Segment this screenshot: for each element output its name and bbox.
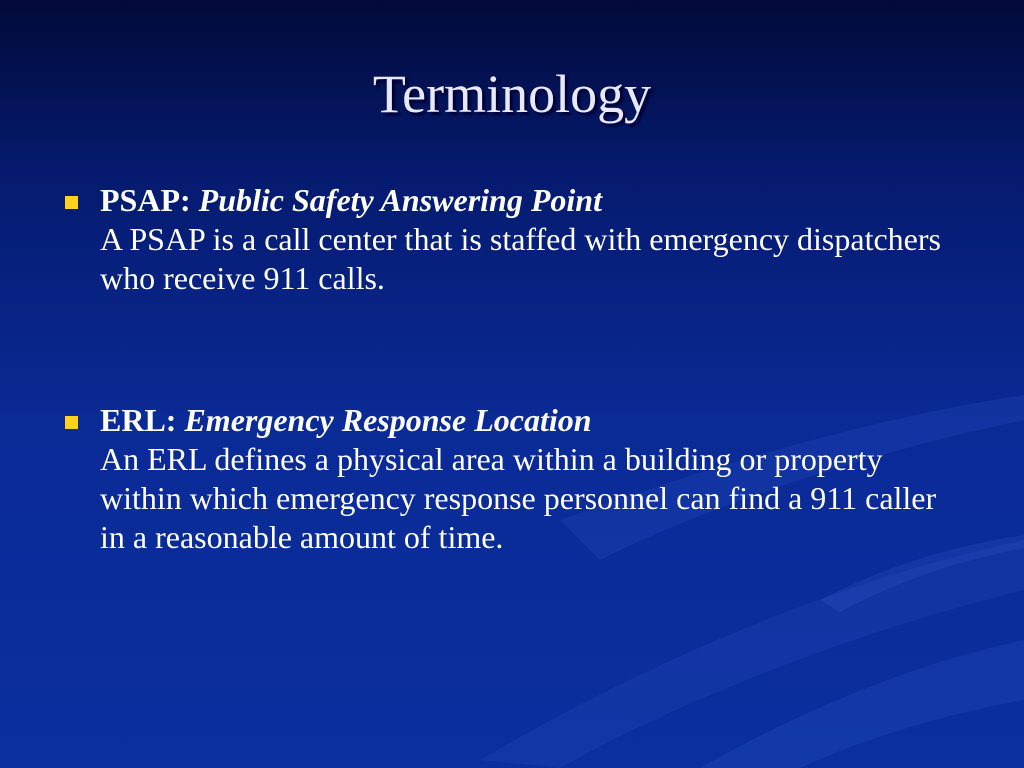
bullet-term: PSAP: (100, 182, 191, 218)
bullet-expansion: Emergency Response Location (184, 402, 592, 438)
slide-title: Terminology (372, 64, 652, 124)
bullet-term: ERL: (100, 402, 177, 438)
bullet-definition: A PSAP is a call center that is staffed with emergency dispatchers who receive 911 calls. (100, 221, 941, 296)
bullet-definition: An ERL defines a physical area within a building or property within which emergency response personnel can find a 911 caller in a reasonable amount of time. (100, 441, 937, 555)
bullet-list (62, 181, 962, 557)
square-bullet-icon (65, 416, 78, 429)
bullet-item-psap (62, 181, 962, 298)
bullet-item-erl (62, 401, 962, 557)
square-bullet-icon (65, 196, 78, 209)
bullet-expansion: Public Safety Answering Point (198, 182, 602, 218)
